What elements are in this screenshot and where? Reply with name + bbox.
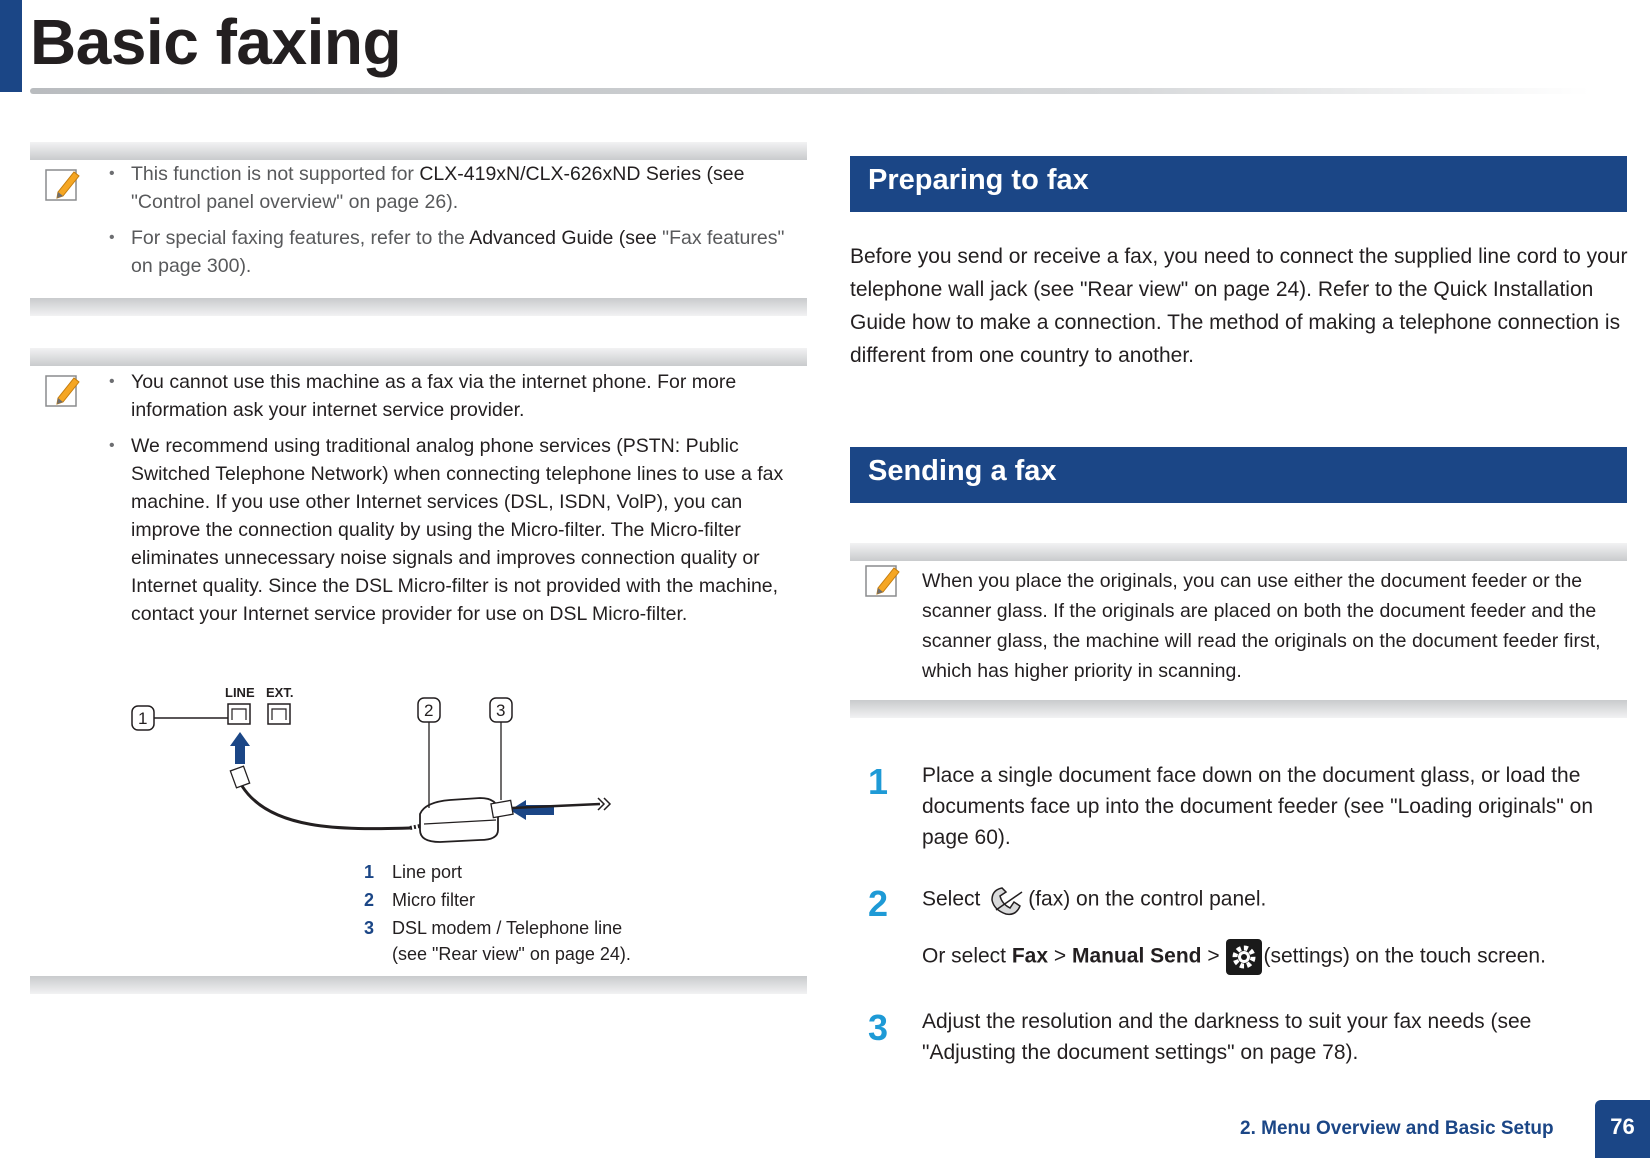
fax-icon <box>986 882 1028 918</box>
arrow-up-icon <box>230 732 250 764</box>
title-accent-bar <box>0 0 22 92</box>
step-3-text: Adjust the resolution and the darkness to suit your fax needs (see "Adjusting the document settings" on page 78). <box>922 1010 1532 1064</box>
callout-1 <box>132 706 228 730</box>
section-title: Preparing to fax <box>868 164 1089 196</box>
section-title: Sending a fax <box>868 455 1057 487</box>
connection-diagram <box>120 680 660 855</box>
legend-item: 3 DSL modem / Telephone line <box>364 918 623 938</box>
diagram-legend <box>362 858 631 966</box>
callout-2 <box>418 698 440 808</box>
step-2-alternative: Or select Fax > Manual Send > (settings) on the touch screen. <box>922 938 1622 976</box>
note-pencil-icon <box>44 166 82 204</box>
step-1-text: Place a single document face down on the document glass, or load the documents face up into the document feeder (see "Loading originals" on page 60). <box>922 764 1594 849</box>
section-header-sending <box>850 447 1627 503</box>
ext-port-icon <box>268 704 290 724</box>
arrow-left-icon <box>510 800 554 820</box>
note2-bullet-1: • You cannot use this machine as a fax via the internet phone. For more information ask your internet service provider. <box>103 368 807 424</box>
svg-text:2: 2 <box>424 701 434 720</box>
note1-bullet-2: • For special faxing features, refer to the Advanced Guide (see "Fax features" on page 300). <box>103 224 803 280</box>
section-header-preparing <box>850 156 1627 212</box>
note2-top-bar <box>30 348 807 366</box>
step-2-text: Select (fax) on the control panel. <box>922 882 1622 918</box>
step-number: 3 <box>868 1007 889 1048</box>
svg-text:3: 3 <box>496 701 506 720</box>
line-port-icon <box>228 704 250 724</box>
page-number-badge <box>1595 1100 1650 1158</box>
legend-item: 2 Micro filter <box>364 890 476 910</box>
port-label-ext: EXT. <box>266 685 294 700</box>
settings-icon <box>1225 938 1263 976</box>
note1-top-bar <box>30 142 807 160</box>
step-number: 1 <box>868 761 889 802</box>
step-number: 2 <box>868 883 889 924</box>
note3-top-bar <box>850 543 1627 561</box>
note-pencil-icon <box>44 372 82 410</box>
port-label-line: LINE <box>225 685 255 700</box>
note1-bullet-1: • This function is not supported for CLX-419xN/CLX-626xND Series (see "Control panel overview" on page 26). <box>103 160 803 216</box>
note3-bottom-bar <box>850 700 1627 718</box>
micro-filter <box>420 798 498 842</box>
title-divider <box>30 88 1590 94</box>
legend-item: 1 Line port <box>364 862 463 882</box>
page-number: 76 <box>1610 1114 1635 1139</box>
callout-3 <box>490 698 512 800</box>
page-title: Basic faxing <box>30 6 402 78</box>
preparing-paragraph: Before you send or receive a fax, you need to connect the supplied line cord to your telephone wall jack (see "Rear view" on page 24). Refer to the Quick Installation Guide how to make a connection. The method of making a telephone connection is different from one country to another. <box>850 245 1628 367</box>
footer-section-label: 2. Menu Overview and Basic Setup <box>1240 1118 1554 1139</box>
svg-text:1: 1 <box>138 709 148 728</box>
note1-content <box>103 160 803 288</box>
note2-bottom-bar <box>30 976 807 994</box>
note2-bullet-2: • We recommend using traditional analog phone services (PSTN: Public Switched Telephone Network) when connecting telephone lines to use a fax machine. If you use other Internet services (DSL, ISDN, VolP), you can improve the connection quality by using the Micro-filter. The Micro-filter eliminates unnecessary noise signals and improves connection quality or Internet quality. Since the DSL Micro-filter is not provided with the machine, contact your Internet service provider for use on DSL Micro-filter. <box>103 432 807 628</box>
sending-note: When you place the originals, you can use either the document feeder or the scanner glass. If the originals are placed on both the document feeder and the scanner glass, the machine will read the originals on the document feeder first, which has higher priority in scanning. <box>922 570 1601 682</box>
note-pencil-icon <box>864 562 902 600</box>
note1-bottom-bar <box>30 298 807 316</box>
legend-note: (see "Rear view" on page 24). <box>392 944 631 964</box>
note2-content <box>103 368 807 636</box>
